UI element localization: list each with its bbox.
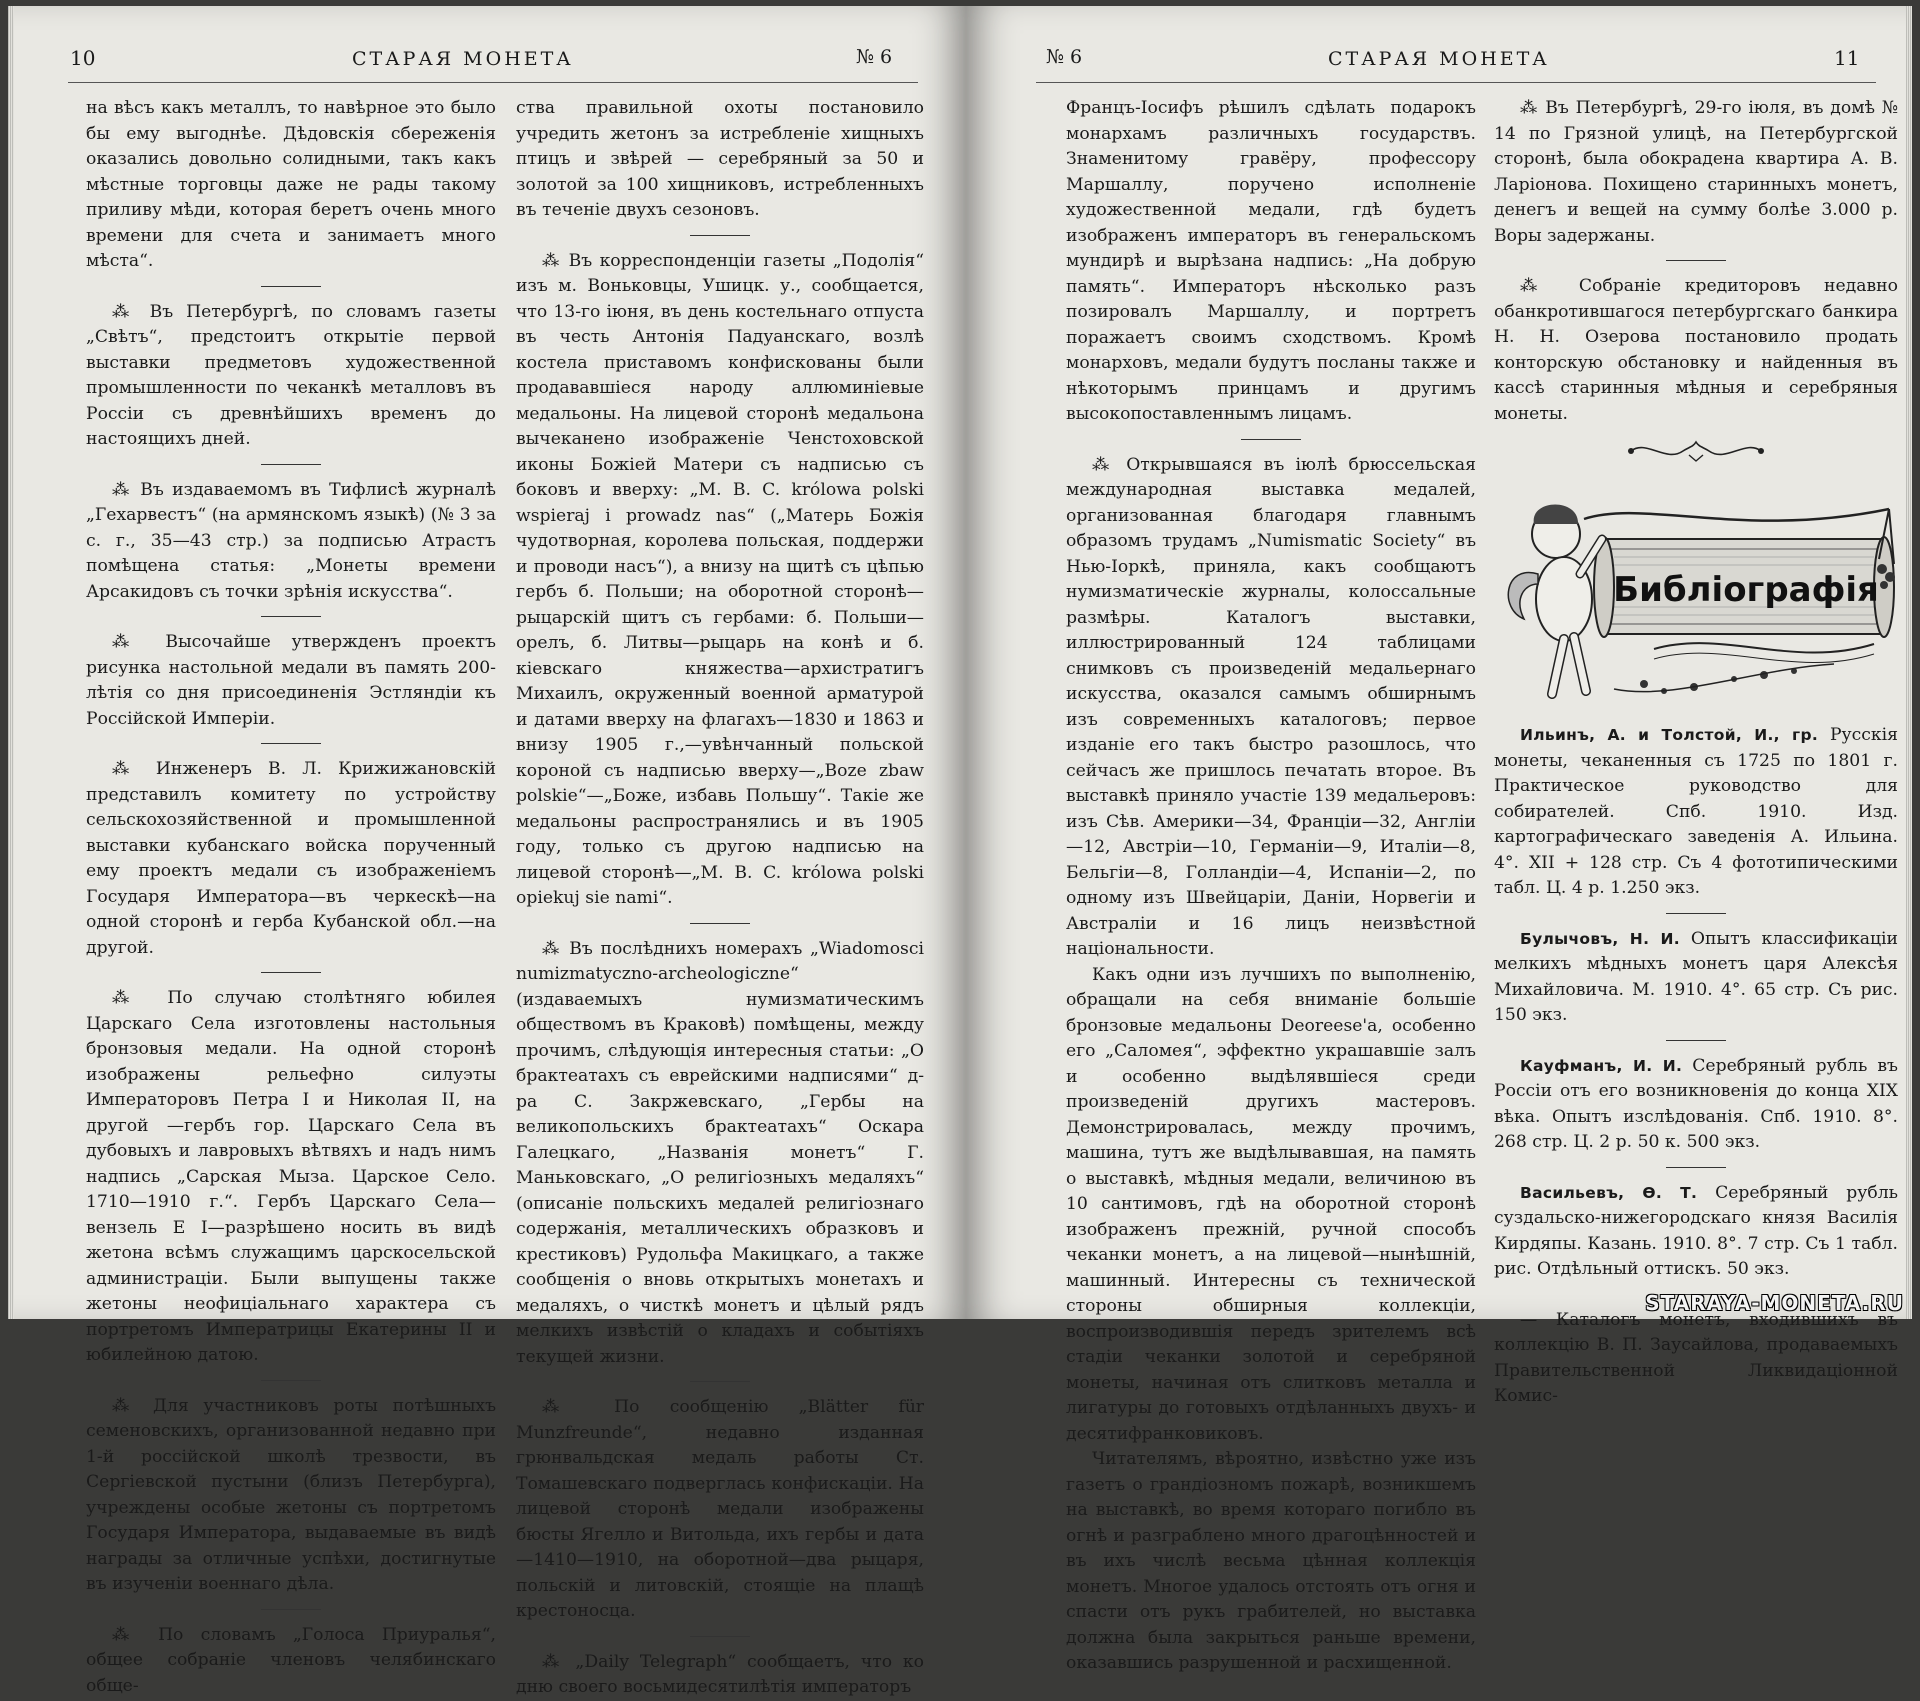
page-number: 11 bbox=[1834, 46, 1860, 70]
item-separator bbox=[261, 464, 321, 465]
item-separator bbox=[1666, 913, 1726, 914]
item-separator bbox=[261, 1380, 321, 1381]
page-number: 10 bbox=[70, 46, 96, 70]
running-head-title: СТАРАЯ МОНЕТА bbox=[352, 48, 574, 70]
news-items bbox=[1494, 96, 1898, 427]
bibliography-description: — Каталогъ монетъ, входившихъ въ коллекцію В. П. Заусайлова, продаваемыхъ Правительственной Ликвидаціонной Комис- bbox=[1494, 1309, 1898, 1406]
news-paragraph: ⁂ Для участниковъ роты потѣшныхъ семеновскихъ, организованной недавно при 1-й россійской школѣ трезвости, въ Сергіевской пустыни (близъ Петербурга), учреждены особые жетоны съ портретомъ Государя Императора, выдаваемые въ видѣ награды за отличные успѣхи, достигнутые въ изученіи военнаго дѣла. bbox=[86, 1395, 496, 1594]
text-column-left-2 bbox=[516, 96, 924, 1701]
issue-number: № 6 bbox=[1046, 46, 1083, 68]
bibliography-description: Опытъ классификаціи мелкихъ мѣдныхъ монетъ царя Алексѣя Михайловича. М. 1910. 4°. 65 стр. Съ рис. 150 экз. bbox=[1494, 928, 1898, 1025]
item-separator bbox=[261, 743, 321, 744]
news-paragraph: Читателямъ, вѣроятно, извѣстно уже изъ газетъ о грандіозномъ пожарѣ, возникшемъ на выставкѣ, во время котораго погибло въ огнѣ и разграблено много драгоцѣнностей и въ ихъ числѣ весьма цѣнная коллекція монетъ. Многое удалось отстоять отъ огня и спасти отъ рукъ грабителей, но выставка должна была закрыться раньше времени, оказавшись разрушенной и расхищенной. bbox=[1066, 1449, 1476, 1673]
news-paragraph: ⁂ Въ Петербургѣ, по словамъ газеты „Свѣтъ“, предстоитъ открытіе первой выставки предметовъ художественной промышленности по чеканкѣ металловъ въ Россіи съ древнѣйшихъ временъ до настоящихъ дней. bbox=[86, 301, 496, 449]
item-separator bbox=[1666, 1040, 1726, 1041]
news-paragraph: ⁂ Въ издаваемомъ въ Тифлисѣ журналѣ „Гехарвестъ“ (на армянскомъ языкѣ) (№ 3 за с. г., 35—43 стр.) за подписью Атрастъ помѣщена статья: „Монеты времени Арсакидовъ съ точки зрѣнія искусства“. bbox=[86, 479, 496, 602]
news-paragraph: Какъ одни изъ лучшихъ по выполненію, обращали на себя вниманіе большіе бронзовые медальоны Deoreese'а, особенно его „Саломея“, эффектно украшавшіе залъ и особенно выдѣлявшіеся среди произведеній другихъ мастеровъ. Демонстрировалась, между прочимъ, машина, тутъ же выдѣлывавшая, на память о выставкѣ, мѣдныя медали, величиною въ 10 сантимовъ, гдѣ на оборотной сторонѣ изображенъ прежній, ручной способъ чеканки монетъ, а на лицевой—нынѣшній, машинный. Интересны съ технической стороны обширныя коллекціи, воспроизводившія передъ зрителемъ всѣ стадіи чеканки золотой и серебряной монеты, начиная отъ слитковъ металла и лигатуры до готовыхъ отдѣланныхъ двухъ- и десятифранковиковъ. bbox=[1066, 964, 1476, 1444]
continued-paragraph: ства правильной охоты постановило учредить жетонъ за истребленіе хищныхъ птицъ и звѣрей — серебряный за 50 и золотой за 100 хищниковъ, истребленныхъ въ теченіе двухъ сезоновъ. bbox=[516, 98, 924, 220]
bibliography-description: Серебряный рубль въ Россіи отъ его возникновенія до конца XIX вѣка. Опытъ изслѣдованія. Спб. 1910. 8°. 268 стр. Ц. 2 р. 50 к. 500 экз. bbox=[1494, 1055, 1898, 1152]
page-edge bbox=[8, 6, 14, 1319]
item-separator bbox=[1241, 439, 1301, 440]
text-column-right-1 bbox=[1066, 96, 1476, 1677]
item-separator bbox=[690, 235, 750, 236]
item-separator bbox=[261, 286, 321, 287]
bibliography-banner-illustration bbox=[1494, 479, 1898, 709]
decorative-ornament bbox=[1621, 437, 1771, 465]
header-rule bbox=[1036, 82, 1876, 83]
bibliography-entry bbox=[1494, 1054, 1898, 1156]
running-head-title: СТАРАЯ МОНЕТА bbox=[1328, 48, 1550, 70]
bibliography-description: Серебряный рубль суздальско-нижегородскаго князя Василія Кирдяпы. Казань. 1910. 8°. 7 стр. Съ 1 табл. рис. Отдѣльный оттискъ. 50 экз. bbox=[1494, 1182, 1898, 1279]
news-paragraph: ⁂ Инженеръ В. Л. Крижижановскій представилъ комитету по устройству сельскохозяйственной и промышленной выставки кубанскаго войска порученный ему проектъ медали съ изображеніемъ Государя Императора—въ черкескѣ—на одной сторонѣ и герба Кубанской обл.—на другой. bbox=[86, 759, 496, 958]
page-edge bbox=[1906, 6, 1912, 1319]
news-paragraph: ⁂ Открывшаяся въ іюлѣ брюссельская международная выставка медалей, организованная благодаря главнымъ образомъ трудамъ „Numismatic Society“ въ Нью-Іоркѣ, приняла, какъ сообщаютъ нумизматическіе журналы, колоссальные размѣры. Каталогъ выставки, иллюстрированный 124 таблицами снимковъ съ произведеній медальернаго искусства, оказался самымъ обширнымъ изъ современныхъ каталоговъ; первое изданіе его такъ быстро разошлось, что сейчасъ же пришлось печатать второе. Въ выставкѣ приняло участіе 139 медальеровъ: изъ Сѣв. Америки—34, Франціи—32, Англіи—12, Австріи—10, Германіи—9, Италіи—8, Бельгіи—8, Голландіи—4, Испаніи—2, по одному изъ Швейцаріи, Даніи, Норвегіи и Австраліи и 16 лицъ неизвѣстной національности. bbox=[1066, 454, 1476, 959]
left-page bbox=[8, 6, 966, 1697]
item-separator bbox=[690, 923, 750, 924]
bibliography-entry bbox=[1494, 927, 1898, 1029]
bibliography-author: Кауфманъ, И. И. bbox=[1520, 1056, 1683, 1075]
bibliography-entry bbox=[1494, 1181, 1898, 1283]
bibliography-author: Булычовъ, Н. И. bbox=[1520, 929, 1680, 948]
bibliography-entry bbox=[1494, 1308, 1898, 1410]
right-page bbox=[966, 6, 1912, 1673]
issue-number: № 6 bbox=[856, 46, 893, 68]
item-separator bbox=[690, 1636, 750, 1637]
item-separator bbox=[1666, 260, 1726, 261]
bibliography-description: Русскія монеты, чеканенныя съ 1725 по 1801 г. Практическое руководство для собирателей. Спб. 1910. Изд. картографическаго заведенія А. Ильина. 4°. XII + 128 стр. Съ 4 фототипическими табл. Ц. 4 р. 1.250 экз. bbox=[1494, 725, 1898, 898]
text-column-left-1 bbox=[86, 96, 496, 1699]
book-spread bbox=[8, 6, 1912, 1697]
news-paragraph: ⁂ Собраніе кредиторовъ недавно обанкротившагося петербургскаго банкира Н. Н. Озерова постановило продать конторскую обстановку и найденныя въ кассѣ старинныя мѣдныя и серебряныя монеты. bbox=[1494, 276, 1898, 424]
continued-paragraph: на вѣсъ какъ металлъ, то навѣрное это было бы ему выгоднѣе. Дѣдовскія сбереженія оказались довольно солидными, такъ какъ мѣстные торговцы даже не рады такому приливу мѣди, которая беретъ очень много времени для счета и занимаетъ много мѣста“. bbox=[86, 98, 496, 271]
item-separator bbox=[261, 616, 321, 617]
news-paragraph: ⁂ Въ корреспонденціи газеты „Подолія“ изъ м. Воньковцы, Ушицк. у., сообщается, что 13-го іюня, въ день костельнаго отпуста въ честь Антонія Падуанскаго, возлѣ костела приставомъ конфискованы были продававшіеся народу аллюминіевые медальоны. На лицевой сторонѣ медальона вычеканено изображеніе Ченстоховской иконы Божіей Матери съ надписью съ боковъ и вверху: „M. B. C. królowa polski wspieraj i prowadz nas“ („Матерь Божія чудотворная, королева польская, поддержи и проводи насъ“), а внизу на щитѣ съ цѣпью гербъ б. Польши; на оборотной сторонѣ—рыцарскій щитъ съ гербами: б. Польши—орелъ, б. Литвы—рыцарь на конѣ и б. кіевскаго княжества—архистратигъ Михаилъ, окруженный военной арматурой и датами вверху на флагахъ—1830 и 1863 и внизу 1905 г.,—увѣнчанный польской короной съ надписью вверху—„Boze zbaw polskie“—„Боже, избавь Польшу“. Такіе же медальоны распространялись и въ 1905 году, только съ другою надписью на лицевой сторонѣ—„M. B. C. królowa polski opiekuj sie nami“. bbox=[516, 250, 924, 908]
bibliography-author: Ильинъ, А. и Толстой, И., гр. bbox=[1520, 726, 1819, 744]
news-paragraph: ⁂ Въ послѣднихъ номерахъ „Wiadomosci numizmatyczno-archeologiczne“ (издаваемыхъ нумизматическимъ обществомъ въ Краковѣ) помѣщены, между прочимъ, слѣдующія интересныя статьи: „О брактеатахъ съ еврейскими надписями“ д-ра С. Закржевскаго, „Гербы на великопольскихъ брактеатахъ“ Оскара Галецкаго, „Названія монетъ“ Г. Маньковскаго, „О религіозныхъ медаляхъ“ (описаніе польскихъ медалей религіознаго содержанія, металлическихъ образковъ и крестиковъ) Рудольфа Макицкаго, а также сообщенія о вновь открытыхъ монетахъ и медаляхъ, о чисткѣ монетъ и цѣлый рядъ мелкихъ извѣстій о кладахъ и событіяхъ текущей жизни. bbox=[516, 938, 924, 1367]
text-column-right-2 bbox=[1494, 96, 1898, 1410]
news-paragraph: ⁂ По случаю столѣтняго юбилея Царскаго Села изготовлены настольныя бронзовыя медали. На одной сторонѣ изображены рельефно силуэты Императоровъ Петра I и Николая II, на другой —гербъ гор. Царскаго Села въ дубовыхъ и лавровыхъ вѣтвяхъ и надъ нимъ надпись „Сарская Мыза. Царское Село. 1710—1910 г.“. Гербъ Царскаго Села—вензель Е I—разрѣшено носить въ видѣ жетона всѣмъ служащимъ царскосельской администраціи. Были выпущены также жетоны неофиціальнаго характера съ портретомъ Императрицы Екатерины II и юбилейною датою. bbox=[86, 988, 496, 1365]
bibliography-heading: Библіографія bbox=[1613, 570, 1879, 610]
news-paragraph: ⁂ По сообщенію „Blätter für Munzfreunde“, недавно изданная грюнвальдская медаль работы Ст. Томашевскаго подверглась конфискаціи. На лицевой сторонѣ медали изображены бюсты Ягелло и Витольда, ихъ гербы и дата—1410—1910, на оборотной—два рыцаря, польскій и литовскій, стоящіе на плащѣ крестоносца. bbox=[516, 1397, 924, 1621]
news-paragraph: ⁂ Высочайше утвержденъ проектъ рисунка настольной медали въ память 200-лѣтія со дня присоединенія Эстляндіи къ Россійской Имперіи. bbox=[86, 632, 496, 729]
news-paragraph: ⁂ „Daily Telegraph“ сообщаетъ, что ко дню своего восьмидесятилѣтія императоръ bbox=[516, 1651, 924, 1697]
continued-paragraph: Францъ-Іосифъ рѣшилъ сдѣлать подарокъ монархамъ различныхъ государствъ. Знаменитому гравёру, профессору Маршаллу, поручено исполненіе художественной медали, гдѣ будетъ изображенъ императоръ въ генеральскомъ мундирѣ и вырѣзана надпись: „На добрую память“. Императоръ нѣсколько разъ позировалъ Маршаллу, и портретъ поражаетъ своимъ сходствомъ. Кромѣ монарховъ, медали будутъ посланы также и нѣкоторымъ принцамъ и другимъ высокопоставленнымъ лицамъ. bbox=[1066, 98, 1476, 424]
item-separator bbox=[261, 972, 321, 973]
item-separator bbox=[261, 1609, 321, 1610]
bibliography-author: Васильевъ, Ѳ. Т. bbox=[1520, 1183, 1698, 1202]
news-paragraph: ⁂ По словамъ „Голоса Приуралья“, общее собраніе членовъ челябинскаго обще- bbox=[86, 1624, 496, 1696]
item-separator bbox=[690, 1381, 750, 1382]
bibliography-entry bbox=[1494, 723, 1898, 902]
site-watermark: STARAYA-MONETA.RU bbox=[1645, 1291, 1904, 1315]
news-paragraph: ⁂ Въ Петербургѣ, 29-го іюля, въ домѣ № 14 по Грязной улицѣ, на Петербургской сторонѣ, была обокрадена квартира А. В. Ларіонова. Похищено старинныхъ монетъ, денегъ и вещей на сумму болѣе 3.000 р. Воры задержаны. bbox=[1494, 98, 1898, 246]
header-rule bbox=[68, 82, 918, 83]
item-separator bbox=[1666, 1167, 1726, 1168]
